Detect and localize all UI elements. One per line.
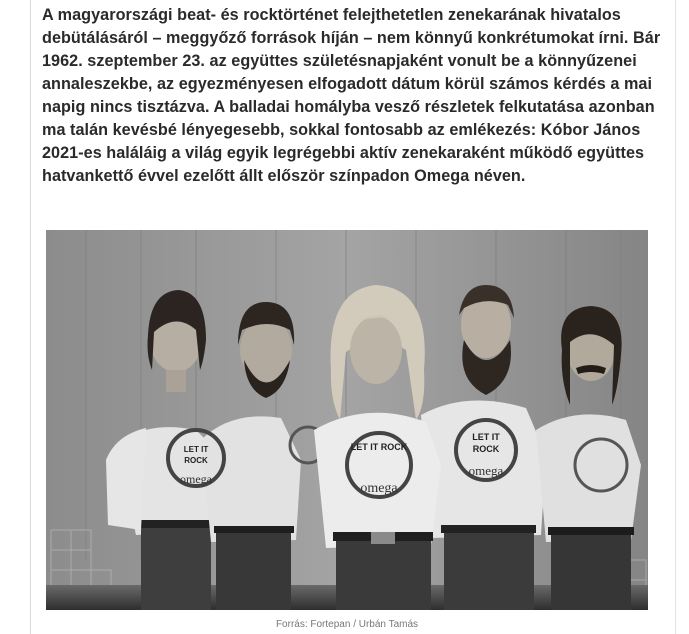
svg-text:omega: omega bbox=[468, 463, 504, 478]
shirt-print-let-it-rock: LET IT ROCK bbox=[350, 442, 408, 452]
photo-caption: Forrás: Fortepan / Urbán Tamás bbox=[275, 619, 419, 630]
svg-text:LET IT: LET IT bbox=[472, 432, 500, 442]
svg-text:omega: omega bbox=[180, 472, 212, 486]
shirt-print-brand: omega bbox=[360, 481, 398, 496]
page-left-border bbox=[30, 0, 31, 634]
svg-text:ROCK: ROCK bbox=[184, 456, 208, 465]
article-photo[interactable] bbox=[46, 230, 648, 610]
lead-paragraph: A magyarországi beat- és rocktörténet felejthetetlen zenekarának hivatalos debütálásáról – meggyőző források híján – nem könnyű konkrétumokat írni. Bár 1962. szeptember 23. az együttes születésnapjaként vonult be a könnyűzenei annaleszekbe, az egyezményesen elfogadott dátum körül számos kérdés a mai napig nincs tisztázva. A balladai homályba vesző részletek felkutatása azonban ma talán kevésbé lényegesebb, sokkal fontosabb az emlékezés: Kóbor János 2021-es haláláig a világ egyik legrégebbi aktív zenekaraként működő együttes hatvankettő évvel ezelőtt állt először színpadon Omega néven. bbox=[42, 6, 661, 185]
article-body bbox=[42, 4, 670, 188]
svg-text:LET IT: LET IT bbox=[183, 445, 209, 454]
page-right-border bbox=[675, 0, 676, 634]
svg-text:ROCK: ROCK bbox=[472, 444, 500, 454]
